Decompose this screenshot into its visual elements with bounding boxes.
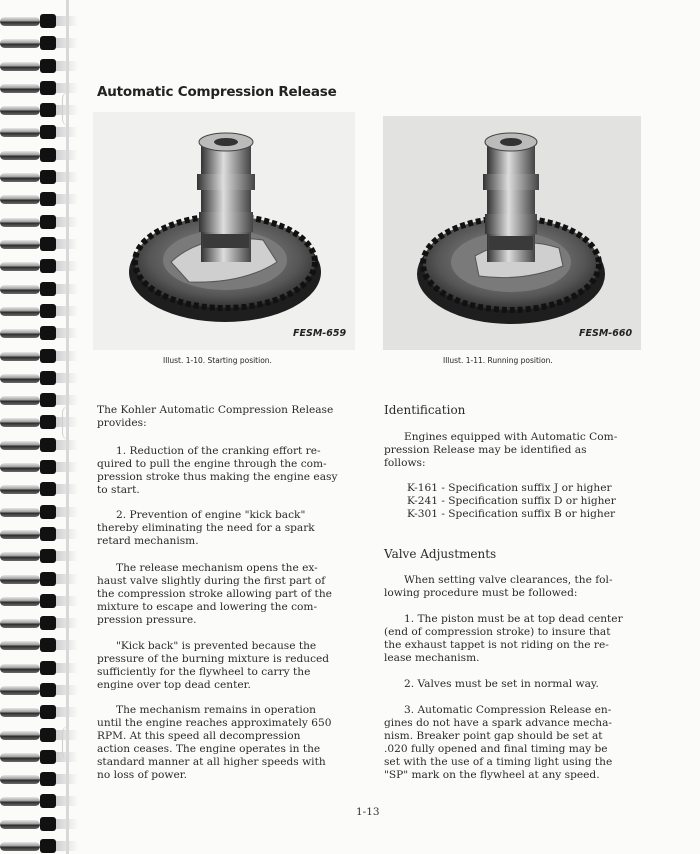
spec-row: K-241 - Specification suffix D or higher bbox=[407, 495, 616, 507]
section-title: Automatic Compression Release bbox=[97, 84, 337, 100]
valve-step-2: 2. Valves must be set in normal way. bbox=[404, 678, 599, 690]
camshaft-gear-photo-running bbox=[383, 116, 641, 350]
binding-coil bbox=[0, 438, 58, 452]
binding-coil bbox=[0, 683, 58, 697]
binding-coil bbox=[0, 549, 58, 563]
figure-id: FESM-660 bbox=[579, 328, 633, 339]
intro-paragraph: The Kohler Automatic Compression Release provides: bbox=[97, 404, 334, 430]
binding-coil bbox=[0, 505, 58, 519]
binding-coil bbox=[0, 14, 58, 28]
identification-heading: Identification bbox=[384, 403, 466, 417]
valve-step-3: 3. Automatic Compression Release en- gines do not have a spark advance mecha- nism. Breaker point gap should be set at .020 fully opened and final timing may be set with the use of a timing light using the "SP" mark on the flywheel at any speed. bbox=[384, 704, 613, 782]
binding-coil bbox=[0, 103, 58, 117]
spec-row: K-161 - Specification suffix J or higher bbox=[407, 482, 612, 494]
binding-coil bbox=[0, 661, 58, 675]
binding-coil bbox=[0, 371, 58, 385]
identification-paragraph: Engines equipped with Automatic Com- pression Release may be identified as follows: bbox=[384, 431, 618, 470]
page-notch bbox=[62, 726, 77, 760]
binding-coil bbox=[0, 482, 58, 496]
binding-coil bbox=[0, 594, 58, 608]
camshaft-gear-icon bbox=[383, 116, 641, 350]
binding-coil bbox=[0, 460, 58, 474]
binding-coil bbox=[0, 415, 58, 429]
binding-coil bbox=[0, 170, 58, 184]
valve-step-1: 1. The piston must be at top dead center (end of compression stroke) to insure that the exhaust tappet is not riding on the re- lease mechanism. bbox=[384, 613, 623, 665]
page-number: 1-13 bbox=[356, 806, 380, 818]
binding-coil bbox=[0, 638, 58, 652]
binding-coil bbox=[0, 527, 58, 541]
binding-coil bbox=[0, 326, 58, 340]
binding-coil bbox=[0, 705, 58, 719]
binding-coil bbox=[0, 349, 58, 363]
release-mechanism-paragraph: The release mechanism opens the ex- haust valve slightly during the first part of the compression stroke allowing part of the mixture to escape and lowering the com- pression pressure. bbox=[97, 562, 332, 627]
binding-coil bbox=[0, 259, 58, 273]
binding-coil bbox=[0, 304, 58, 318]
binding-coil bbox=[0, 237, 58, 251]
binding-coil bbox=[0, 125, 58, 139]
binding-coil bbox=[0, 572, 58, 586]
binding-coil bbox=[0, 215, 58, 229]
camshaft-gear-icon bbox=[93, 112, 355, 350]
page-notch bbox=[62, 406, 77, 440]
valve-intro-paragraph: When setting valve clearances, the fol- lowing procedure must be followed: bbox=[384, 574, 613, 600]
binding-coil bbox=[0, 148, 58, 162]
page-notch bbox=[62, 92, 77, 126]
binding-coil bbox=[0, 282, 58, 296]
item-2-paragraph: 2. Prevention of engine "kick back" thereby eliminating the need for a spark retard mechanism. bbox=[97, 509, 315, 548]
binding-coil bbox=[0, 728, 58, 742]
item-1-paragraph: 1. Reduction of the cranking effort re- quired to pull the engine through the com- pression stroke thus making the engine easy to start. bbox=[97, 445, 338, 497]
binding-coil bbox=[0, 616, 58, 630]
figure-caption: Illust. 1-11. Running position. bbox=[443, 356, 553, 365]
figure-caption: Illust. 1-10. Starting position. bbox=[163, 356, 272, 365]
figure-id: FESM-659 bbox=[293, 328, 347, 339]
binding-coil bbox=[0, 839, 58, 853]
binding-coil bbox=[0, 750, 58, 764]
binding-coil bbox=[0, 81, 58, 95]
kick-back-paragraph: "Kick back" is prevented because the pressure of the burning mixture is reduced sufficiently for the flywheel to carry the engine over top dead center. bbox=[97, 640, 330, 692]
binding-coil bbox=[0, 794, 58, 808]
binding-coil bbox=[0, 772, 58, 786]
camshaft-gear-photo-starting bbox=[93, 112, 355, 350]
spec-row: K-301 - Specification suffix B or higher bbox=[407, 508, 616, 520]
binding-coil bbox=[0, 817, 58, 831]
valve-adjustments-heading: Valve Adjustments bbox=[384, 547, 497, 561]
operation-paragraph: The mechanism remains in operation until the engine reaches approximately 650 RPM. At this speed all decompression action ceases. The engine operates in the standard manner at all higher speeds with no loss of power. bbox=[97, 704, 332, 782]
binding-coil bbox=[0, 192, 58, 206]
binding-coil bbox=[0, 36, 58, 50]
binding-coil bbox=[0, 393, 58, 407]
binding-coil bbox=[0, 59, 58, 73]
